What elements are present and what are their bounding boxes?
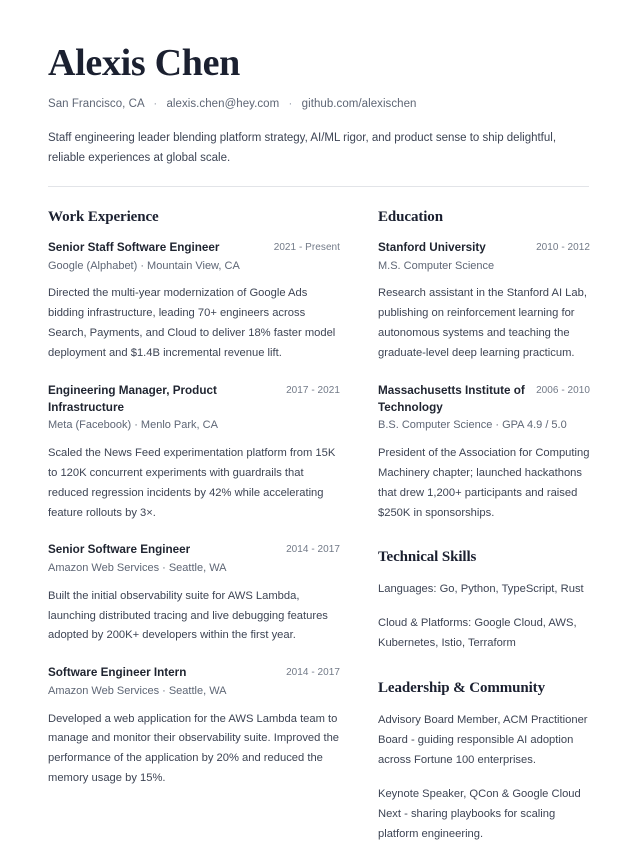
leadership-block: Keynote Speaker, QCon & Google Cloud Next - sharing playbooks for scaling platform engineering. (378, 788, 581, 840)
work-entry-dates: 2021 - Present (273, 242, 340, 254)
work-entry-description: Built the initial observability suite for AWS Lambda, launching distributed tracing and live debugging features adopted by 200K+ developers within the first year. (48, 589, 328, 642)
header-divider (48, 186, 589, 187)
education-entry-head (378, 240, 590, 257)
section-work-experience (48, 209, 340, 789)
work-entry-head (48, 383, 340, 416)
work-entry-meta: Google (Alphabet) · Mountain View, CA (48, 259, 240, 272)
contact-separator: · (153, 97, 158, 110)
work-entry-role: Engineering Manager, Product Infrastructure (48, 384, 217, 414)
work-entry-role: Software Engineer Intern (48, 666, 187, 680)
leadership-block: Advisory Board Member, ACM Practitioner Board - guiding responsible AI adoption across Fortune 100 enterprises. (378, 714, 588, 767)
work-entry-description: Directed the multi-year modernization of Google Ads bidding infrastructure, leading 70+ engineers across Search, Payments, and Cloud to deliver 18% faster model deployment and $1.4B incremental revenue lift. (48, 287, 336, 360)
education-entry-dates: 2010 - 2012 (536, 242, 590, 254)
education-entry-school: Stanford University (378, 241, 486, 255)
work-entry (48, 542, 340, 646)
work-entry-dates: 2014 - 2017 (286, 544, 340, 556)
education-entry-description: President of the Association for Computing Machinery chapter; launched hackathons that drew 1,200+ participants and raised $250K in sponsorships. (378, 446, 590, 519)
work-entry (48, 240, 340, 364)
professional-summary: Staff engineering leader blending platform strategy, AI/ML rigor, and product sense to ship delightful, reliable experiences at global scale. (48, 131, 557, 165)
work-entry (48, 383, 340, 523)
contact-email[interactable]: alexis.chen@hey.com (166, 97, 280, 110)
section-leadership-community (378, 680, 590, 845)
contact-line (48, 98, 589, 110)
education-entry-dates: 2006 - 2010 (536, 385, 590, 396)
left-column (48, 209, 340, 789)
section-title-technical-skills: Technical Skills (378, 549, 477, 566)
resume-columns (48, 209, 589, 845)
education-entry (378, 383, 590, 523)
work-entry-dates: 2017 - 2021 (286, 385, 340, 396)
work-entry-description: Scaled the News Feed experimentation platform from 15K to 120K concurrent experiments with guardrails that reduced regression incidents by 42% while accelerating feature rollouts by 3×. (48, 446, 336, 519)
education-entry (378, 240, 590, 364)
work-entry-description: Developed a web application for the AWS Lambda team to manage and monitor their observability suite. Improved the performance of the application by 20% and reduced the memory usage by 15%. (48, 712, 340, 785)
work-entry-role: Senior Staff Software Engineer (48, 241, 220, 255)
section-title-leadership-community: Leadership & Community (378, 680, 545, 697)
education-entry-degree: M.S. Computer Science (378, 259, 495, 272)
work-entry-meta: Meta (Facebook) · Menlo Park, CA (48, 419, 218, 432)
resume-header (48, 44, 589, 168)
section-education (378, 209, 590, 523)
work-entry (48, 665, 340, 789)
candidate-name: Alexis Chen (48, 42, 240, 84)
contact-location: San Francisco, CA (48, 97, 145, 110)
work-entry-head (48, 665, 340, 682)
education-entry-degree: B.S. Computer Science · GPA 4.9 / 5.0 (378, 419, 567, 432)
work-entry-dates: 2014 - 2017 (286, 667, 340, 679)
work-entry-meta: Amazon Web Services · Seattle, WA (48, 562, 227, 575)
education-entry-head (378, 383, 590, 416)
contact-github[interactable]: github.com/alexischen (301, 97, 417, 110)
skills-block: Cloud & Platforms: Google Cloud, AWS, Kubernetes, Istio, Terraform (378, 617, 577, 650)
work-entry-meta: Amazon Web Services · Seattle, WA (48, 685, 227, 697)
education-entry-school: Massachusetts Institute of Technology (378, 384, 525, 414)
contact-separator: · (288, 97, 293, 110)
work-entry-head (48, 542, 340, 559)
skills-block: Languages: Go, Python, TypeScript, Rust (378, 583, 584, 596)
education-entry-description: Research assistant in the Stanford AI Lab, publishing on reinforcement learning for autonomous systems and teaching the graduate-level deep learning practicum. (378, 287, 587, 360)
section-title-work-experience: Work Experience (48, 209, 159, 226)
section-technical-skills (378, 549, 590, 654)
section-title-education: Education (378, 209, 443, 226)
work-entry-head (48, 240, 340, 257)
work-entry-role: Senior Software Engineer (48, 543, 191, 557)
right-column (378, 209, 590, 845)
